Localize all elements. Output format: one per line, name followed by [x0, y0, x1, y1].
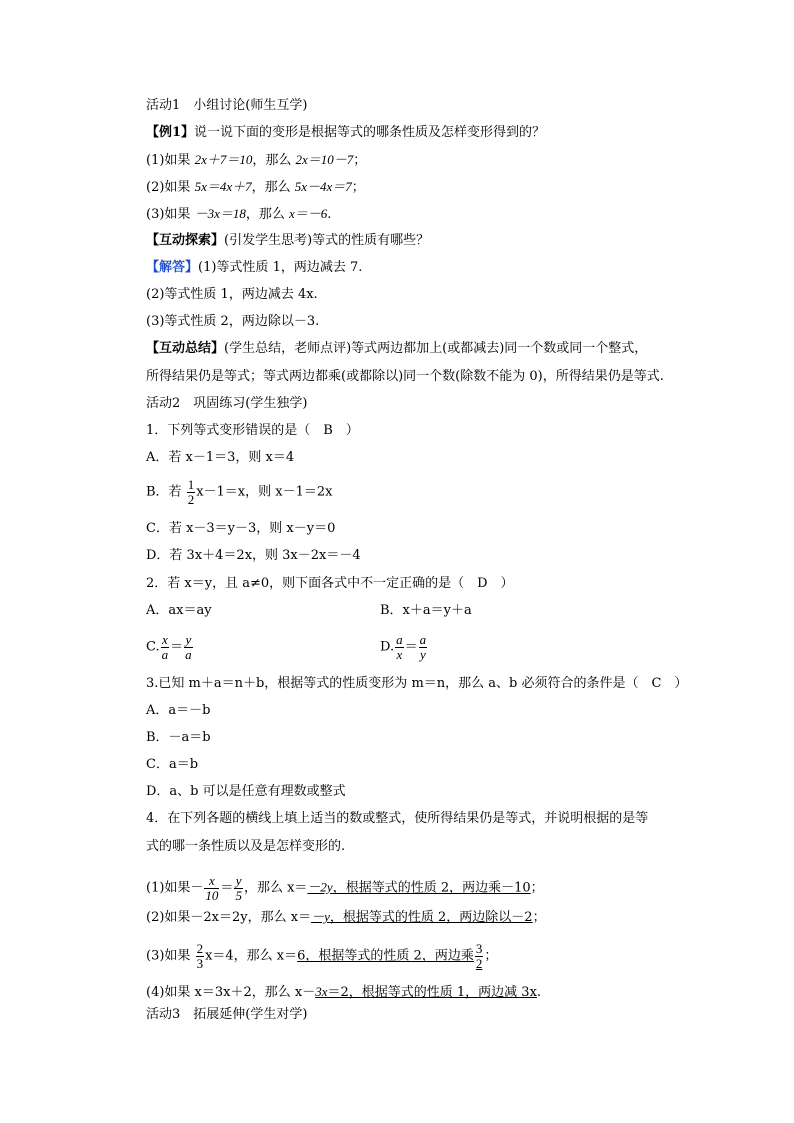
q4-item-3	[146, 942, 497, 970]
fraction	[395, 633, 404, 661]
q3-option-c: C．a＝b	[146, 757, 199, 772]
answer-text: (1)等式性质 1，两边减去 7.	[198, 260, 363, 275]
fraction-numerator: y	[235, 873, 242, 888]
q4-item-4	[146, 985, 541, 999]
answer-line-2: (2)等式性质 1，两边减去 4x.	[146, 287, 318, 302]
fraction-numerator: x	[204, 874, 219, 889]
fraction	[187, 478, 196, 506]
example-question: 说一说下面的变形是根据等式的哪条性质及怎样变形得到的？	[194, 125, 546, 140]
equation: 2x＝10－7	[295, 152, 354, 167]
example-item-1	[146, 153, 366, 167]
answer-tag: 【解答】	[146, 260, 199, 275]
q2-option-d	[380, 633, 428, 661]
item-prefix: (2)如果	[146, 180, 195, 195]
equation: x＝－6	[288, 206, 328, 221]
item-end: ；	[484, 948, 498, 964]
item-end: ；	[351, 180, 365, 195]
answer-line-3: (3)等式性质 2，两边除以－3.	[146, 314, 320, 329]
item-end: ；	[532, 910, 546, 925]
item-text: x＝4，那么 x＝	[205, 948, 298, 964]
fraction	[196, 942, 205, 970]
fill-blank-answer: －y	[311, 909, 330, 924]
activity3-title: 活动3 拓展延伸(学生对学)	[146, 1007, 308, 1022]
activity1-title: 活动1 小组讨论(师生互学)	[146, 98, 308, 113]
summary-line-1	[146, 342, 647, 355]
q3-option-a: A．a＝－b	[146, 703, 211, 718]
fraction-numerator: 2	[196, 941, 204, 956]
summary-text: (学生总结，老师点评)等式两边都加上(或都减去)同一个数或同一个整式，	[224, 341, 648, 356]
fraction-denominator: a	[185, 646, 192, 662]
option-text: x－1＝x，则 x－1＝2x	[196, 484, 333, 500]
item-end: ；	[353, 153, 367, 168]
item-text: ，那么 x＝	[243, 880, 308, 896]
equals-sign: ＝	[220, 880, 234, 896]
fraction-numerator: a	[419, 632, 427, 647]
q4-item-2	[146, 910, 546, 924]
item-prefix: (1)如果	[146, 153, 195, 168]
equals-sign: ＝	[170, 639, 184, 655]
q4-stem-line-2: 式的哪一条性质以及是怎样变形的.	[146, 839, 346, 854]
q2-option-a: A．ax＝ay	[146, 603, 212, 618]
fraction	[184, 633, 193, 661]
item-prefix: (2)如果－2x＝2y，那么 x＝	[146, 910, 312, 925]
fraction	[234, 874, 243, 902]
equation: 2x＋7＝10	[194, 152, 253, 167]
fraction-denominator: 10	[205, 887, 219, 903]
q2-option-b: B．x＋a＝y＋a	[380, 603, 472, 618]
item-prefix: (1)如果－	[146, 880, 204, 896]
fraction	[419, 633, 428, 661]
q2-option-c	[146, 633, 194, 661]
summary-tag: 【互动总结】	[146, 341, 225, 356]
explore-line	[146, 234, 429, 247]
q4-item-1	[146, 874, 544, 902]
summary-line-2: 所得结果仍是等式；等式两边都乘(或都除以)同一个数(除数不能为 0)，所得结果仍是等式.	[146, 369, 664, 384]
equation: 5x－4x＝7	[294, 179, 352, 194]
answer-line-1	[146, 261, 362, 274]
fraction-numerator: x	[161, 632, 168, 647]
fraction	[475, 942, 484, 970]
fraction-denominator: a	[161, 646, 169, 662]
example-1	[146, 126, 545, 139]
explore-text: (引发学生思考)等式的性质有哪些？	[224, 233, 430, 248]
q3-option-b: B．－a＝b	[146, 730, 211, 745]
item-connector: ，那么	[245, 207, 289, 222]
fill-blank-reason: ＝2，根据等式的性质 1，两边减 3x	[327, 985, 537, 1000]
q3-stem: 3.已知 m＋a＝n＋b，根据等式的性质变形为 m＝n，那么 a、b 必须符合的条件是（ C ）	[146, 676, 688, 691]
option-label: C.	[146, 639, 160, 655]
option-label: D.	[380, 639, 395, 655]
q1-option-d: D．若 3x＋4＝2x，则 3x－2x＝－4	[146, 548, 361, 563]
activity2-title: 活动2 巩固练习(学生独学)	[146, 396, 308, 411]
item-end: .	[536, 985, 542, 1000]
fraction-denominator: 2	[475, 955, 483, 971]
fill-blank-reason: ，根据等式的性质 2，两边乘	[305, 948, 474, 964]
fraction-numerator: 1	[187, 477, 195, 492]
fraction	[161, 633, 170, 661]
fraction-numerator: y	[185, 632, 192, 647]
fraction	[204, 874, 219, 902]
q1-option-a: A．若 x－1＝3，则 x＝4	[146, 450, 295, 465]
q4-stem-line-1: 4．在下列各题的横线上填上适当的数或整式，使所得结果仍是等式，并说明根据的是等	[146, 811, 649, 826]
q3-option-d: D．a、b 可以是任意有理数或整式	[146, 784, 346, 799]
item-prefix: (3)如果	[146, 207, 195, 222]
example-item-3	[146, 207, 331, 221]
fill-blank-reason: ，根据等式的性质 2，两边除以－2	[329, 910, 533, 925]
fill-blank-answer: 6	[297, 948, 306, 964]
fraction-numerator: a	[396, 632, 403, 647]
q1-option-b	[146, 478, 332, 506]
fraction-denominator: y	[419, 646, 426, 662]
example-item-2	[146, 180, 365, 194]
item-connector: ，那么	[251, 180, 295, 195]
fraction-denominator: 5	[235, 887, 242, 903]
q2-stem: 2．若 x＝y，且 a≠0，则下面各式中不一定正确的是（ D ）	[146, 576, 514, 591]
item-prefix: (3)如果	[146, 948, 195, 964]
fraction-denominator: 3	[196, 955, 204, 971]
q1-stem: 1．下列等式变形错误的是（ B ）	[146, 423, 359, 438]
equation: －3x＝18	[194, 206, 246, 221]
item-end: .	[327, 207, 332, 222]
fraction-denominator: 2	[187, 491, 195, 507]
item-end: ；	[530, 880, 544, 896]
equals-sign: ＝	[404, 639, 418, 655]
q1-option-c: C．若 x－3＝y－3，则 x－y＝0	[146, 521, 336, 536]
explore-tag: 【互动探索】	[146, 233, 225, 248]
fraction-numerator: 3	[475, 941, 483, 956]
item-connector: ，那么	[252, 153, 296, 168]
fill-blank-answer: －2y	[307, 879, 333, 895]
equation: 5x＝4x＋7	[194, 179, 252, 194]
fraction-denominator: x	[396, 646, 403, 662]
fill-blank-answer: 3x	[315, 984, 328, 999]
fill-blank-reason: ，根据等式的性质 2，两边乘－10	[332, 880, 531, 896]
option-label: B．若	[146, 484, 186, 500]
example-tag: 【例1】	[146, 125, 195, 140]
item-prefix: (4)如果 x＝3x＋2，那么 x－	[146, 985, 316, 1000]
